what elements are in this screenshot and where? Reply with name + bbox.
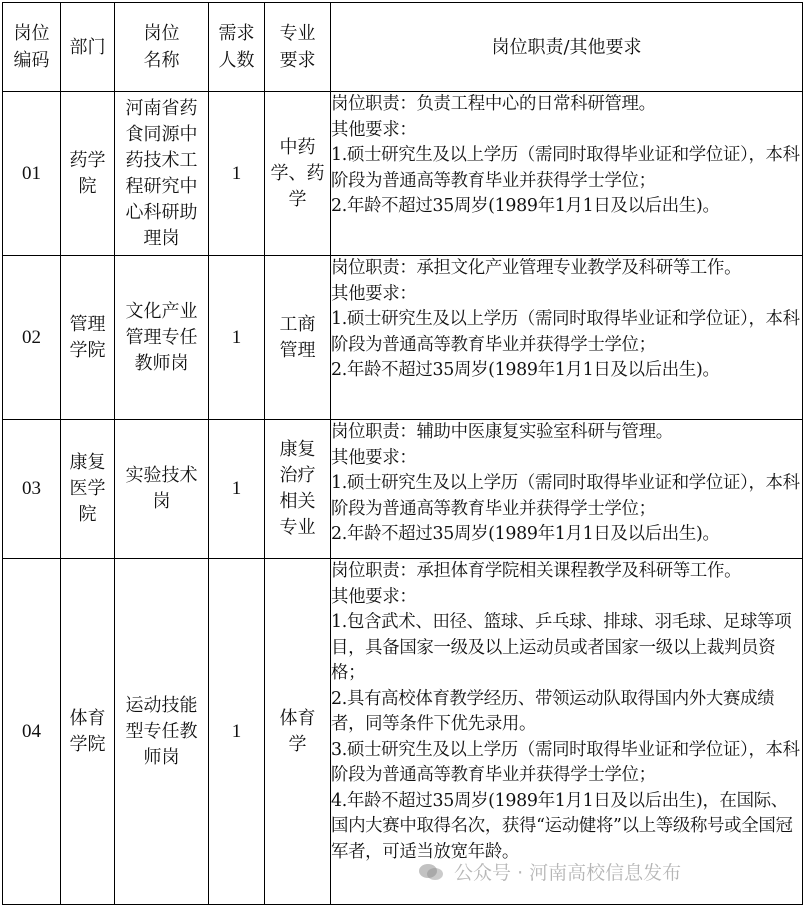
department: 管理 学院 [61, 256, 115, 420]
header-major: 专业 要求 [265, 3, 331, 92]
headcount: 1 [209, 256, 265, 420]
wechat-icon [418, 863, 444, 881]
table-row [3, 559, 803, 905]
header-dept: 部门 [61, 3, 115, 92]
major-requirement: 中药 学、药 学 [265, 92, 331, 256]
department: 康复 医学 院 [61, 420, 115, 559]
table-row [3, 420, 803, 559]
major-requirement: 康复 治疗 相关 专业 [265, 420, 331, 559]
duties-requirements: 岗位职责：辅助中医康复实验室科研与管理。 其他要求： 1.硕士研究生及以上学历（需同时取得毕业证和学位证），本科阶段为普通高等教育毕业并获得学士学位； 2.年龄不超过35周岁(1989年1月1日及以后出生)。 [331, 420, 803, 559]
department: 体育 学院 [61, 559, 115, 905]
duties-requirements: 岗位职责：承担体育学院相关课程教学及科研等工作。 其他要求： 1.包含武术、田径、篮球、乒乓球、排球、羽毛球、足球等项目，具备国家一级及以上运动员或者国家一级以上裁判员资格； 2.具有高校体育教学经历、带领运动队取得国内外大赛成绩者，同等条件下优先录用。 3.硕士研究生及以上学历（需同时取得毕业证和学位证），本科阶段为普通高等教育毕业并获得学士学位； 4.年龄不超过35周岁(1989年1月1日及以后出生)，在国际、国内大赛中取得名次，获得“运动健将”以上等级称号或全国冠军者，可适当放宽年龄。 [331, 559, 803, 905]
header-row [3, 3, 803, 92]
position-code: 03 [3, 420, 61, 559]
duties-requirements: 岗位职责：承担文化产业管理专业教学及科研等工作。 其他要求： 1.硕士研究生及以上学历（需同时取得毕业证和学位证），本科阶段为普通高等教育毕业并获得学士学位； 2.年龄不超过35周岁(1989年1月1日及以后出生)。 [331, 256, 803, 420]
job-table [2, 2, 803, 905]
position-name: 河南省药 食同源中 药技术工 程研究中 心科研助 理岗 [115, 92, 209, 256]
header-duties: 岗位职责/其他要求 [331, 3, 803, 92]
watermark [418, 858, 681, 885]
position-code: 01 [3, 92, 61, 256]
position-name: 实验技术 岗 [115, 420, 209, 559]
header-name: 岗位 名称 [115, 3, 209, 92]
table-row [3, 92, 803, 256]
header-code: 岗位 编码 [3, 3, 61, 92]
headcount: 1 [209, 420, 265, 559]
department: 药学 院 [61, 92, 115, 256]
headcount: 1 [209, 559, 265, 905]
headcount: 1 [209, 92, 265, 256]
position-name: 文化产业 管理专任 教师岗 [115, 256, 209, 420]
position-code: 02 [3, 256, 61, 420]
major-requirement: 工商 管理 [265, 256, 331, 420]
header-count: 需求 人数 [209, 3, 265, 92]
position-name: 运动技能 型专任教 师岗 [115, 559, 209, 905]
watermark-text: 公众号 · 河南高校信息发布 [454, 862, 682, 884]
duties-requirements: 岗位职责：负责工程中心的日常科研管理。 其他要求： 1.硕士研究生及以上学历（需同时取得毕业证和学位证），本科阶段为普通高等教育毕业并获得学士学位； 2.年龄不超过35周岁(1989年1月1日及以后出生)。 [331, 92, 803, 256]
table-row [3, 256, 803, 420]
major-requirement: 体育 学 [265, 559, 331, 905]
position-code: 04 [3, 559, 61, 905]
